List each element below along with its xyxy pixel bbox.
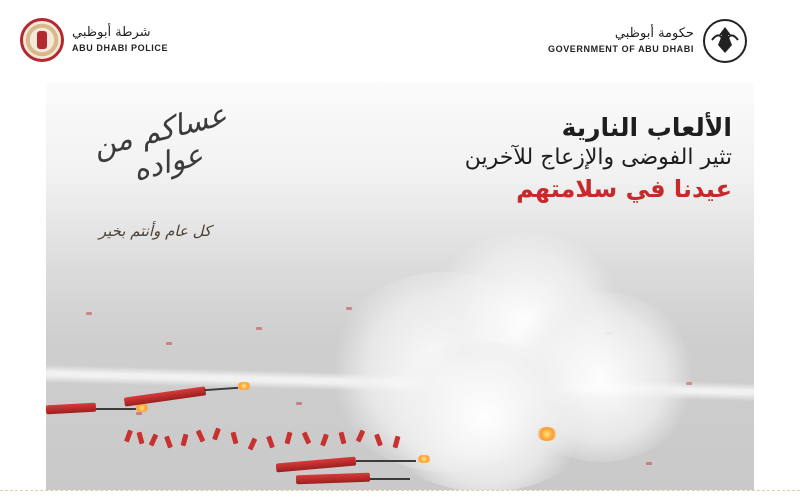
firecracker-string [212, 428, 221, 441]
spark [236, 382, 252, 390]
firecracker-string [320, 434, 329, 447]
firecracker-string [181, 434, 189, 447]
fuse [370, 478, 410, 480]
firecracker-string [231, 432, 239, 445]
police-logo-text [72, 26, 168, 53]
falcon-emblem-icon [702, 18, 748, 64]
calligraphy-text: عساكم من عواده [89, 97, 231, 189]
government-arabic-name: حكومة أبوظبي [614, 26, 694, 42]
smoke-cloud [376, 342, 596, 490]
firecracker-string [302, 432, 312, 445]
firecracker-string [137, 432, 145, 445]
firecracker-stick [276, 457, 356, 473]
abu-dhabi-police-logo [20, 18, 168, 62]
government-of-abu-dhabi-logo [548, 18, 748, 64]
firecracker-stick [296, 473, 370, 485]
government-english-name: GOVERNMENT OF ABU DHABI [548, 43, 694, 54]
firecracker-string [149, 434, 159, 447]
firecracker-stick [46, 403, 96, 415]
firecracker-string [124, 430, 133, 443]
firecracker-debris [646, 462, 652, 465]
spark [134, 404, 150, 412]
poster-headline [312, 112, 732, 205]
firecracker-string [248, 438, 258, 451]
firecracker-debris [256, 327, 262, 330]
police-arabic-name: شرطة أبوظبي [72, 25, 151, 41]
police-emblem-icon [20, 18, 64, 62]
firecracker-string [196, 430, 206, 443]
firecracker-stick [124, 386, 206, 406]
firecracker-debris [136, 412, 142, 415]
explosion-flame [536, 427, 558, 441]
firecracker-debris [296, 402, 302, 405]
firecracker-debris [166, 342, 172, 345]
awareness-poster [46, 82, 754, 490]
footer-border [0, 490, 800, 500]
fuse [356, 460, 416, 462]
firecracker-string [285, 432, 293, 445]
headline-title: الألعاب النارية [561, 113, 732, 142]
page-header [0, 0, 800, 82]
police-english-name: ABU DHABI POLICE [72, 42, 169, 53]
headline-subtitle: تثير الفوضى والإزعاج للآخرين [464, 145, 732, 171]
firecracker-debris [86, 312, 92, 315]
fuse [96, 408, 136, 410]
firecracker-string [339, 432, 347, 445]
government-logo-text [548, 27, 694, 54]
eid-calligraphy [89, 97, 234, 214]
fuse [204, 387, 238, 391]
eid-greeting: كل عام وأنتم بخير [98, 222, 212, 240]
spark [416, 455, 432, 463]
firecracker-string [164, 436, 173, 449]
firecracker-string [266, 436, 275, 449]
headline-slogan: عيدنا في سلامتهم [516, 174, 732, 203]
